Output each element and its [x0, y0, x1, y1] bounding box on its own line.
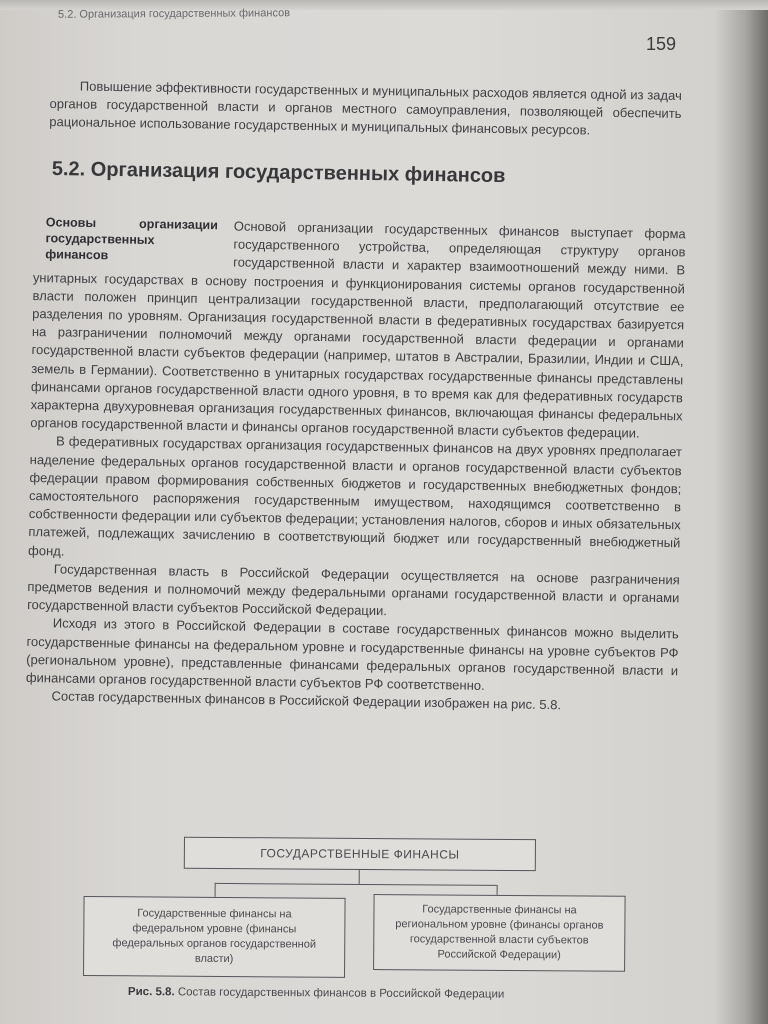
- diagram-box-regional-level: Государственные финансы на региональном уровне (финансы органов государственной власти субъектов Российской Федерации): [373, 894, 626, 972]
- paragraph: В федеративных государствах организация государственных финансов на двух уровнях предполагает наделение федеральных органов государственной власти и органов государственной власти субъектов федерации правом формирования собственных бюджетов и государственных внебюджетных фондов; самостоятельного распоряжения государственным имуществом, находящимся соответственно в собственности федерации или субъектов федерации; установления налогов, сборов и иных обязательных платежей, подлежащих зачислению в соответствующий бюджет или государственный внебюджетный фонд.: [28, 433, 683, 559]
- figure-caption-text: Состав государственных финансов в Российской Федерации: [177, 986, 505, 1001]
- figure-caption-label: Рис. 5.8.: [127, 986, 175, 999]
- diagram-box-state-finances: ГОСУДАРСТВЕННЫЕ ФИНАНСЫ: [184, 837, 536, 871]
- main-text: [25, 214, 685, 717]
- intro-paragraph: Повышение эффективности государственных и муниципальных расходов является одной из задач органов государственной власти и органов местного самоуправления, позволяющей обеспечить рациональное использование государственных и муниципальных финансовых ресурсов.: [49, 78, 682, 138]
- connector-line: [497, 885, 498, 895]
- paragraph: Состав государственных финансов в Российской Федерации изображен на рис. 5.8.: [51, 688, 562, 713]
- structure-diagram: [83, 836, 630, 980]
- paragraph: Основой организации государственных финансов выступает форма государственного устройства, определяющая структуру органов государственной власти и характер взаимоотношений между ними. В унитарных государствах в основу построения и функционирования системы органов государственной власти положен принцип централизации государственной власти, предполагающий отсутствие ее разделения по уровням. Организация государственной власти в федеративных государствах базируется на разграничении полномочий между органами государственной власти федерации и органами государственной власти субъектов федерации (например, штатов в Австралии, Бразилии, Индии и США, земель в Германии). Соответственно в унитарных государствах государственные финансы представлены финансами органов государственной власти одного уровня, в то время как для федеративных государств характерна двухуровневая организация государственных финансов, включающая финансы федеральных органов государственной власти и финансы органов государственной власти субъектов федерации.: [30, 218, 686, 441]
- paragraph: Государственная власть в Российской Федерации осуществляется на основе разграничения предметов ведения и полномочий между федеральными органами государственной власти и органами государственной власти субъектов Российской Федерации.: [27, 561, 680, 619]
- figure-caption: [128, 986, 504, 1001]
- paragraph: Исходя из этого в Российской Федерации в составе государственных финансов можно выделить государственные финансы на федеральном уровне и государственные финансы на уровне субъектов РФ (региональном уровне), представленные финансами федеральных органов государственной власти и финансами органов государственной власти субъектов РФ соответственно.: [25, 615, 679, 694]
- page-number: 159: [646, 34, 677, 54]
- connector-line: [215, 883, 497, 886]
- section-heading: 5.2. Организация государственных финансов: [51, 158, 506, 188]
- connector-line: [359, 870, 360, 884]
- diagram-box-federal-level: Государственные финансы на федеральном уровне (финансы федеральных органов государственной власти): [83, 896, 346, 978]
- connector-line: [215, 883, 216, 897]
- running-header: 5.2. Организация государственных финансов: [57, 7, 291, 21]
- sidebar-title: Основы организации государственных финансов: [45, 215, 218, 263]
